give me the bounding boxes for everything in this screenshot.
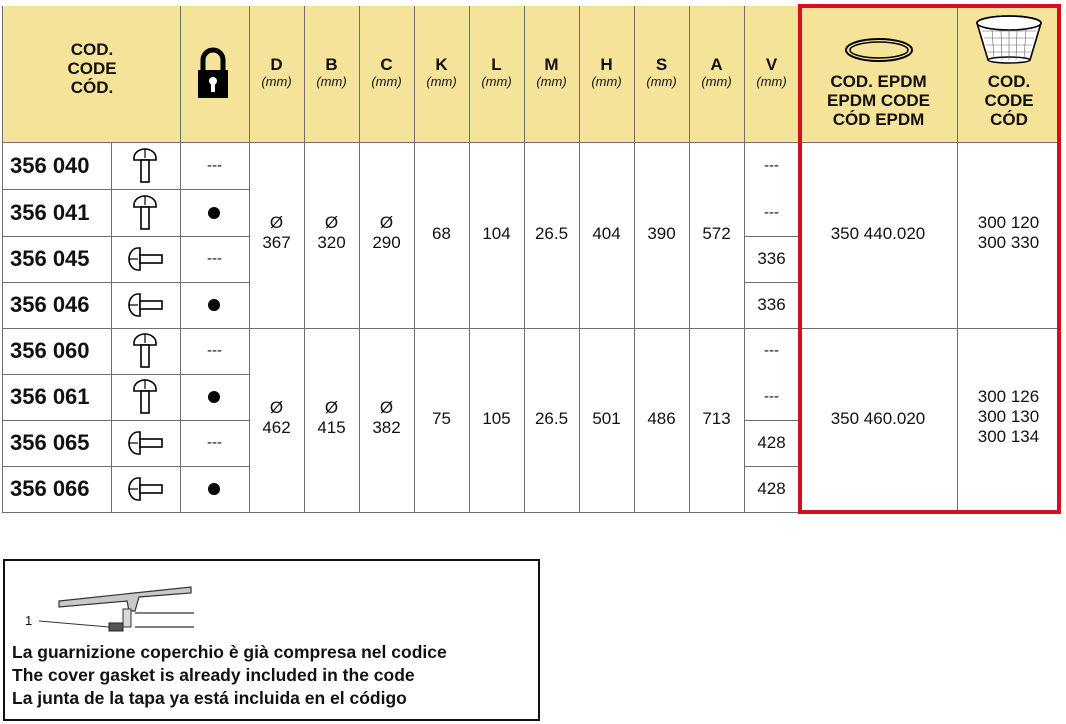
product-code: 356 060 [10,338,90,363]
grid-line [2,374,249,375]
cell-line: 300 134 [977,427,1040,446]
b-value [304,213,359,253]
horizontal-bolt-icon [126,291,166,324]
v-value: 428 [757,433,786,452]
basket-header-line: CODE [984,91,1034,110]
grid-line [634,142,635,512]
horizontal-bolt-icon [126,245,166,278]
epdm-header-line: COD. EPDM [830,72,927,91]
cell-line: 290 [372,233,401,252]
dim-header-unit: (mm) [701,74,732,89]
dim-header-unit: (mm) [426,74,457,89]
grid-line [111,142,112,512]
product-code: 356 061 [10,384,90,409]
dim-header-unit: (mm) [481,74,512,89]
cell-line: 350 460.020 [830,409,926,428]
grid-line [744,282,799,283]
cell-line: 104 [482,224,511,243]
dim-header-c [359,55,414,89]
h-value [579,224,634,244]
callout-number: 1 [25,613,33,628]
cell-line: Ø [379,398,394,417]
grid-line [359,142,360,512]
v-value: --- [764,203,779,221]
v-value: --- [764,388,779,405]
product-code: 356 041 [10,199,90,225]
gasket-note-box [3,559,540,721]
cell-line: 350 440.020 [830,224,926,243]
h-value [579,409,634,429]
gasket-section-diagram [19,581,199,641]
note-line-es: La junta de la tapa ya está incluida en el código [12,688,407,708]
product-code: 356 045 [10,246,90,271]
v-value: 428 [757,479,786,498]
dim-header-d [249,55,304,89]
dim-header-b [304,55,359,89]
note-text [12,641,537,710]
grid-line [2,6,3,142]
grid-line [524,142,525,512]
grid-line [469,142,470,512]
grid-line [414,142,415,512]
cell-line: 68 [432,224,451,243]
dim-header-label: S [655,55,668,74]
grid-line [2,236,249,237]
cell-line: 300 130 [977,407,1040,426]
cell-line: 300 330 [977,233,1040,252]
dim-header-unit: (mm) [536,74,567,89]
epdm-header-line: CÓD EPDM [832,110,925,129]
grid-line [2,189,249,190]
s-value [634,409,689,429]
cell-line: 320 [317,233,346,252]
note-line-en: The cover gasket is already included in the code [12,665,415,685]
m-value [524,224,579,244]
b-value [304,398,359,438]
product-code: 356 066 [10,476,90,501]
cell-line: 26.5 [534,224,569,243]
dim-header-h [579,55,634,89]
dim-header-s [634,55,689,89]
cell-line: 367 [262,233,291,252]
cell-line: 75 [432,409,451,428]
dim-header-a [689,55,744,89]
grid-line [180,6,181,142]
cell-line: Ø [324,398,339,417]
grid-line [579,142,580,512]
v-value: 336 [757,295,786,314]
cell-line: 486 [647,409,676,428]
dim-header-label: V [765,55,778,74]
m-value [524,409,579,429]
l-value [469,224,524,244]
dim-header-label: B [325,55,338,74]
cell-line: 300 120 [977,213,1040,232]
vertical-bolt-icon [131,331,159,376]
cell-line: 382 [372,418,401,437]
s-value [634,224,689,244]
code-header-line: CODE [67,59,117,78]
grid-line [2,142,3,512]
vertical-bolt-icon [131,146,159,191]
vertical-bolt-icon [131,377,159,422]
grid-line [744,236,799,237]
horizontal-bolt-icon [126,475,166,508]
cell-line: 300 126 [977,387,1040,406]
grid-line [689,142,690,512]
a-value [689,224,744,244]
a-value [689,409,744,429]
v-value: 336 [757,249,786,268]
d-value [249,213,304,253]
dim-header-unit: (mm) [261,74,292,89]
dim-header-unit: (mm) [756,74,787,89]
d-value [249,398,304,438]
l-value [469,409,524,429]
cell-line: 572 [702,224,731,243]
cell-line: 713 [702,409,731,428]
code-header [4,40,180,97]
lock-included-dot [208,207,220,219]
dim-header-k [414,55,469,89]
horizontal-bolt-icon [126,429,166,462]
grid-line [2,420,249,421]
cell-line: 415 [317,418,346,437]
cell-line: 390 [647,224,676,243]
code-header-line: COD. [70,40,114,59]
product-code: 356 046 [10,292,90,317]
grid-line [2,282,249,283]
grid-line [744,420,799,421]
grid-line [744,142,745,512]
basket-header-line: COD. [987,72,1031,91]
grid-line [744,466,799,467]
lock-not-included: --- [207,156,222,174]
dim-header-unit: (mm) [316,74,347,89]
dim-header-label: C [380,55,393,74]
cell-line: Ø [269,213,284,232]
v-value: --- [764,156,779,174]
code-header-line: CÓD. [70,78,114,97]
dim-header-unit: (mm) [646,74,677,89]
dim-header-label: H [600,55,613,74]
k-value [414,224,469,244]
grid-line [304,142,305,512]
dim-header-m [524,55,579,89]
product-code: 356 040 [10,152,90,178]
dim-header-unit: (mm) [591,74,622,89]
c-value [359,213,414,253]
lock-not-included: --- [207,250,222,267]
dim-header-label: D [270,55,283,74]
cell-line: Ø [379,213,394,232]
cell-line: 105 [482,409,511,428]
cell-line: 501 [592,409,621,428]
padlock-icon [196,45,230,101]
cell-line: 404 [592,224,621,243]
cell-line: Ø [269,398,284,417]
cell-line: Ø [324,213,339,232]
dim-header-unit: (mm) [371,74,402,89]
basket-header-line: CÓD [990,110,1028,129]
dim-header-label: A [710,55,723,74]
epdm-header-line: EPDM CODE [827,91,930,110]
dim-header-l [469,55,524,89]
lock-not-included: --- [207,434,222,451]
note-line-it: La guarnizione coperchio è già compresa nel codice [12,642,447,662]
cell-line: 462 [262,418,291,437]
k-value [414,409,469,429]
dim-header-label: M [544,55,559,74]
c-value [359,398,414,438]
epdm-highlight-frame [798,4,1061,514]
lock-included-dot [208,299,220,311]
product-code: 356 065 [10,430,90,455]
cell-line: 26.5 [534,409,569,428]
dim-header-v [744,55,799,89]
grid-line [180,142,181,512]
vertical-bolt-icon [131,193,159,238]
lock-not-included: --- [207,342,222,359]
dim-header-label: L [491,55,502,74]
grid-line [2,466,249,467]
grid-line [249,142,250,512]
dim-header-label: K [435,55,448,74]
v-value: --- [764,342,779,359]
lock-included-dot [208,391,220,403]
lock-included-dot [208,483,220,495]
